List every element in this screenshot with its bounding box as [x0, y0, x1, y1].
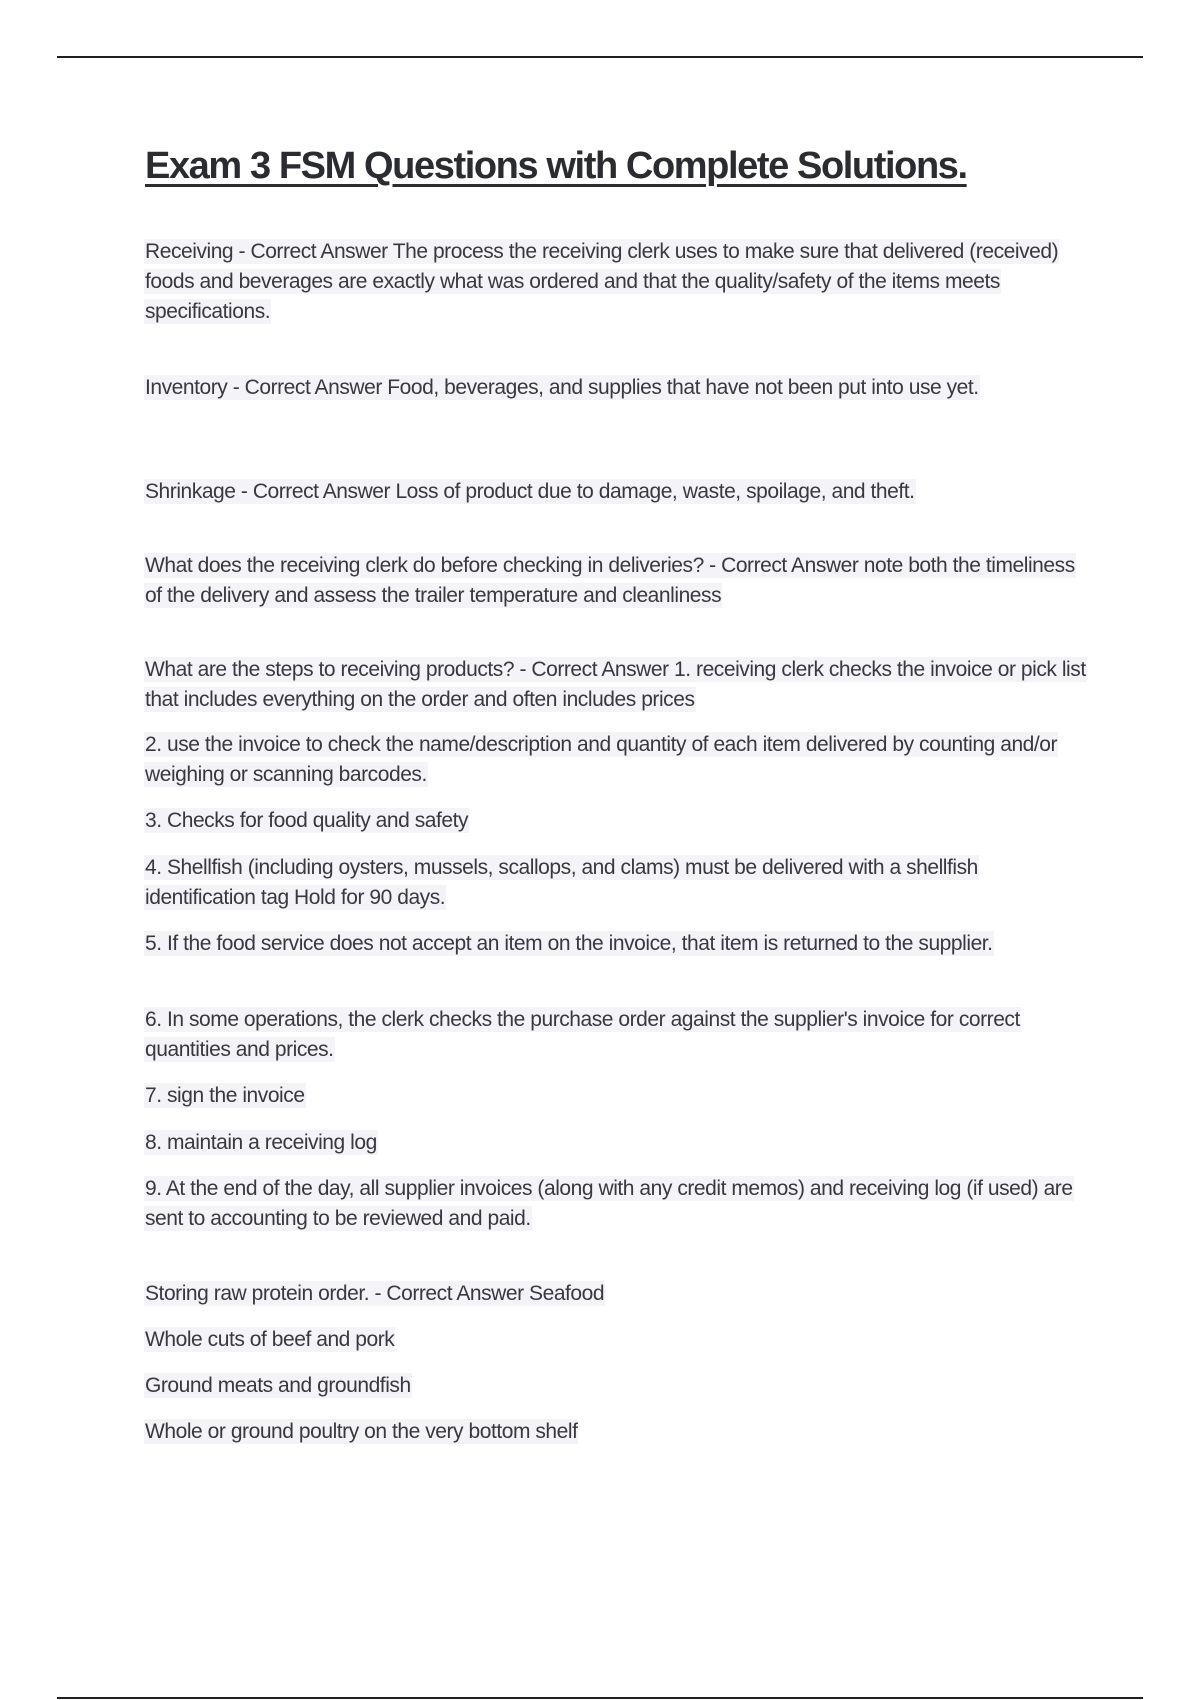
qa-inventory [145, 373, 1090, 403]
qa-inventory-text: Inventory - Correct Answer Food, beverages, and supplies that have not been put into use yet. [145, 376, 979, 399]
step-9-text: 9. At the end of the day, all supplier invoices (along with any credit memos) and receiving log (if used) are sent to accounting to be reviewed and paid. [145, 1177, 1073, 1230]
protein-item-text: Ground meats and groundfish [145, 1374, 411, 1397]
step-6-text: 6. In some operations, the clerk checks the purchase order against the supplier's invoice for correct quantities and prices. [145, 1008, 1020, 1061]
bottom-rule [57, 1697, 1143, 1699]
step-2-text: 2. use the invoice to check the name/description and quantity of each item delivered by counting and/or weighing or scanning barcodes. [145, 733, 1058, 786]
qa-protein-order [145, 1279, 1090, 1309]
qa-receiving [145, 237, 1090, 327]
top-rule [57, 56, 1143, 58]
step-7-text: 7. sign the invoice [145, 1084, 305, 1107]
step-3-text: 3. Checks for food quality and safety [145, 809, 469, 832]
step-8-text: 8. maintain a receiving log [145, 1131, 377, 1154]
qa-receiving-text: Receiving - Correct Answer The process the receiving clerk uses to make sure that delivered (received) foods and beverages are exactly what was ordered and that the quality/safety of the items meets specifications. [145, 240, 1059, 323]
step-5 [145, 929, 1090, 959]
protein-item [145, 1417, 1090, 1447]
qa-receiving-steps [145, 655, 1090, 715]
qa-before-checking-text: What does the receiving clerk do before checking in deliveries? - Correct Answer note both the timeliness of the delivery and assess the trailer temperature and cleanliness [145, 554, 1075, 607]
step-8 [145, 1128, 1090, 1158]
protein-item-text: Whole or ground poultry on the very bottom shelf [145, 1420, 578, 1443]
step-5-text: 5. If the food service does not accept an item on the invoice, that item is returned to the supplier. [145, 932, 993, 955]
step-7 [145, 1081, 1090, 1111]
qa-protein-order-text: Storing raw protein order. - Correct Answer Seafood [145, 1282, 605, 1305]
step-6 [145, 1005, 1090, 1065]
document-title: Exam 3 FSM Questions with Complete Solutions. [145, 145, 967, 187]
step-3 [145, 806, 1090, 836]
step-4-text: 4. Shellfish (including oysters, mussels, scallops, and clams) must be delivered with a shellfish identification tag Hold for 90 days. [145, 856, 978, 909]
step-9 [145, 1174, 1090, 1234]
protein-item-text: Whole cuts of beef and pork [145, 1328, 395, 1351]
step-2 [145, 730, 1090, 790]
qa-receiving-steps-text: What are the steps to receiving products? - Correct Answer 1. receiving clerk checks the invoice or pick list that includes everything on the order and often includes prices [145, 658, 1086, 711]
protein-item [145, 1371, 1090, 1401]
qa-shrinkage [145, 477, 1090, 507]
step-4 [145, 853, 1090, 913]
qa-before-checking [145, 551, 1090, 611]
qa-shrinkage-text: Shrinkage - Correct Answer Loss of product due to damage, waste, spoilage, and theft. [145, 480, 915, 503]
protein-item [145, 1325, 1090, 1355]
